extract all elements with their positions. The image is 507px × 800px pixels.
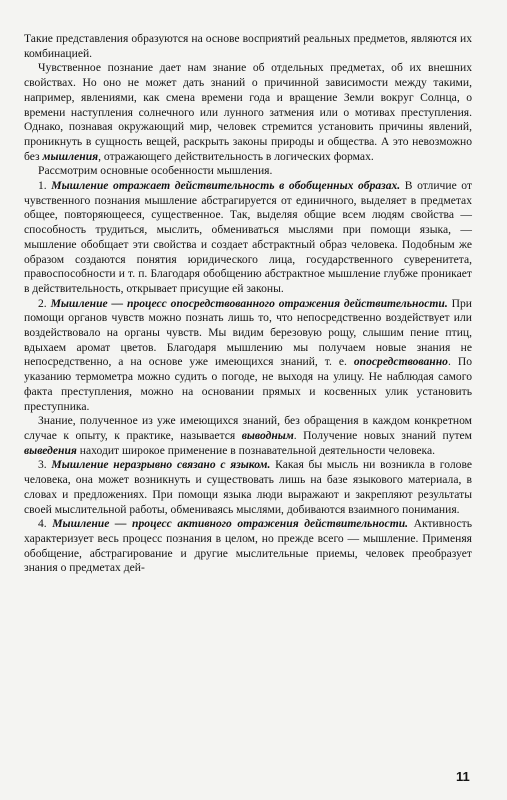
page-body — [24, 32, 472, 576]
text-run: , отражающего действительность в логических формах. — [98, 149, 374, 163]
emphasized-term: мышления — [42, 149, 99, 163]
paragraph-features-intro — [24, 164, 472, 179]
text-run: 3. — [38, 458, 52, 472]
text-run: Чувственное познание дает нам знание об отдельных предметах, об их внешних свойствах. Но оно не может дать знаний о причинной зависимости между такими, например, явлениями, как смена времени года и вращение Земли вокруг Солнца, о времени наступления солнечного или лунного затмения или о мотивах преступления. Однако, познавая окружающий мир, человек стремится установить причины явлений, проникнуть в сущность вещей, раскрыть законы природы и общества. А это невозможно без — [24, 61, 472, 163]
paragraph-feature-3 — [24, 458, 472, 517]
text-run: . По указанию термометра можно судить о погоде, не выходя на улицу. Не наблюдая самого факта преступления, можно на основании прямых и косвенных улик установить преступника. — [24, 355, 473, 413]
paragraph-feature-2 — [24, 297, 472, 415]
text-run: В отличие от чувственного познания мышление абстрагируется от единичного, выделяет в предметах общее, повторяющееся, существенное. Так, выделяя общие всем людям свойства — способность трудиться, мыслить, обмениваться мыслями при помощи языка, — мышление обобщает эти свойства и создает абстрактный образ человека. Подобным же образом создаются понятия юридического лица, государственного суверенитета, правоспособности и т. п. Благодаря обобщению абстрактное мышление глубже проникает в действительность, открывает присущие ей законы. — [24, 179, 473, 295]
paragraph-sensory-cognition — [24, 61, 472, 164]
emphasized-term: Мышление неразрывно связано с языком. — [51, 458, 271, 472]
paragraph-feature-4 — [24, 517, 472, 576]
paragraph-intro — [24, 32, 472, 61]
text-run: 2. — [38, 296, 51, 310]
text-run: 4. — [38, 517, 53, 531]
paragraph-derived-knowledge — [24, 414, 472, 458]
emphasized-term: Мышление — процесс опосредствованного отражения действительности. — [50, 296, 448, 310]
text-run: Такие представления образуются на основе восприятий реальных предметов, являются их комбинацией. — [24, 32, 472, 60]
text-run: 1. — [38, 179, 52, 193]
emphasized-term: Мышление отражает действительность в обобщенных образах. — [51, 179, 401, 193]
text-run: . Получение новых знаний путем — [293, 428, 472, 442]
paragraph-feature-1 — [24, 179, 472, 297]
text-run: находит широкое применение в познавательной деятельности человека. — [76, 443, 435, 457]
text-run: Рассмотрим основные особенности мышления. — [38, 164, 273, 178]
text-run: При помощи органов чувств можно познать лишь то, что непосредственно воздействует или воздействовало на органы чувств. Мы видим березовую рощу, слышим пение птиц, вдыхаем аромат цветов. Благодаря мышлению мы получаем новые знания не непосредственно, а на основе уже имеющихся знаний, т. е. — [24, 296, 473, 369]
emphasized-term: Мышление — процесс активного отражения действительности. — [52, 517, 409, 531]
page-number: 11 — [456, 769, 470, 784]
text-run: Знание, полученное из уже имеющихся знаний, без обращения в каждом конкретном случае к опыту, к практике, называется — [24, 414, 472, 442]
emphasized-term: опосредствованно — [353, 355, 448, 369]
text-run: Активность характеризует весь процесс познания в целом, но прежде всего — мышление. Применяя обобщение, абстрагирование и другие мыслительные приемы, человек преобразует знания о предметах дей- — [24, 517, 472, 575]
text-run: Какая бы мысль ни возникла в голове человека, она может возникнуть и существовать лишь на базе языкового материала, в словах и предложениях. При помощи языка люди выражают и закрепляют результаты своей мыслительной работы, обмениваясь мыслями, добиваются взаимного понимания. — [24, 458, 473, 516]
emphasized-term: выведения — [24, 443, 77, 457]
emphasized-term: выводным — [241, 428, 294, 442]
